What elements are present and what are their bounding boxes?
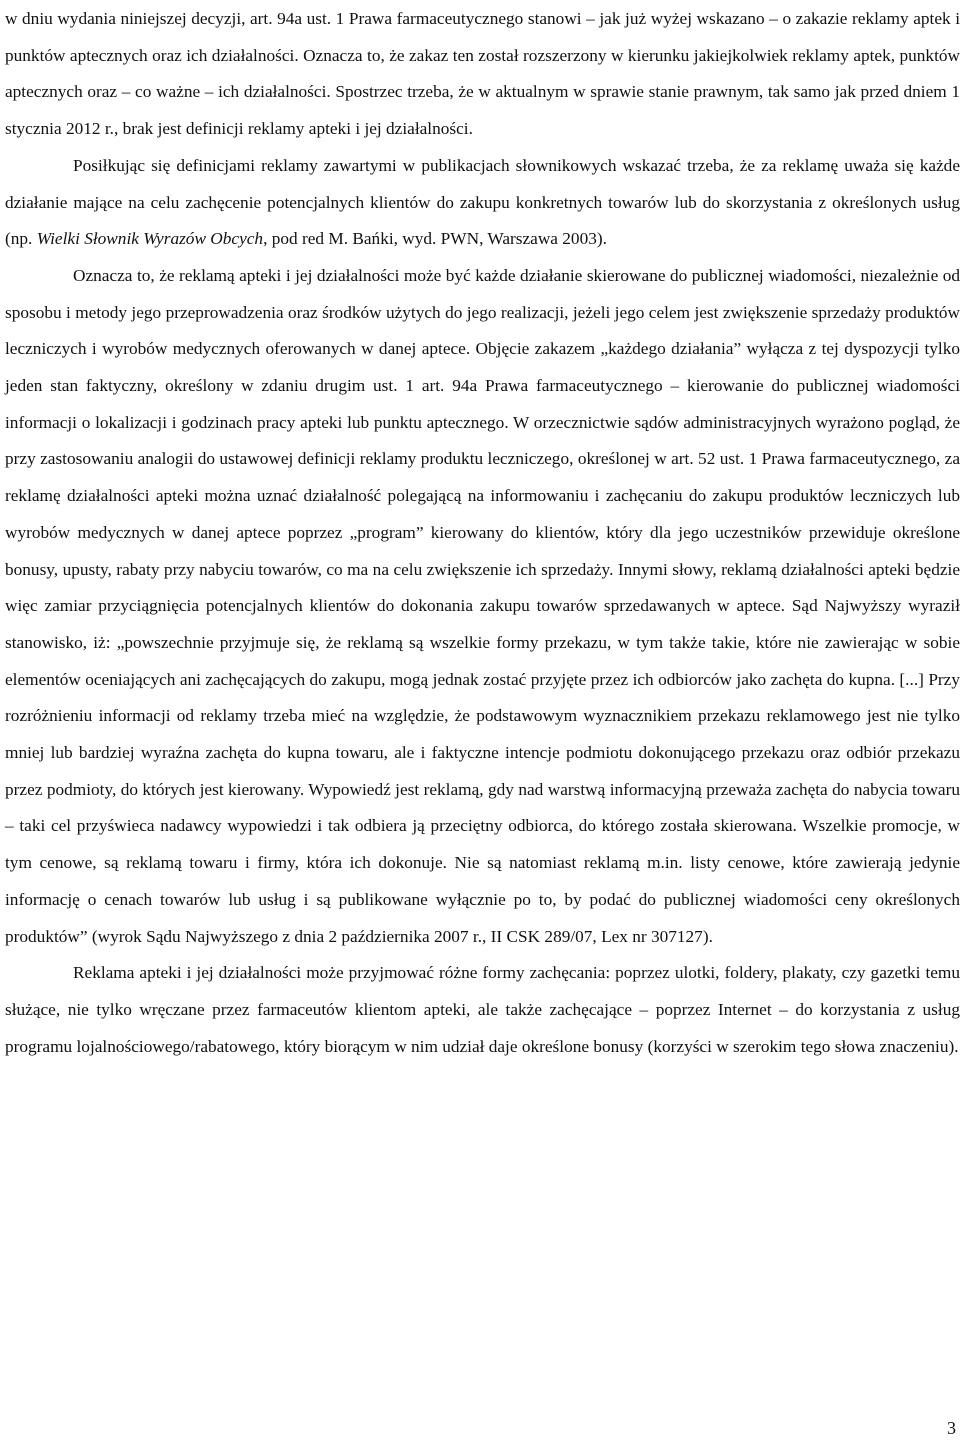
paragraph-1-text: w dniu wydania niniejszej decyzji, art. 94a ust. 1 Prawa farmaceutycznego stanowi – jak już wyżej wskazano – o zakazie reklamy aptek i punktów aptecznych oraz ich działalności. Oznacza to, że zakaz ten został rozszerzony w kierunku jakiejkolwiek reklamy aptek, punktów aptecznych oraz – co ważne – ich działalności. Spostrzec trzeba, że w aktualnym w sprawie stanie prawnym, tak samo jak przed dniem 1 stycznia 2012 r., brak jest definicji reklamy apteki i jej działalności. — [5, 9, 960, 139]
paragraph-1 — [5, 1, 960, 148]
paragraph-2 — [5, 148, 960, 258]
paragraph-4-text: Reklama apteki i jej działalności może przyjmować różne formy zachęcania: poprzez ulotki, foldery, plakaty, czy gazetki temu służące, nie tylko wręczane przez farmaceutów klientom apteki, ale także zachęcające – poprzez Internet – do korzystania z usług programu lojalnościowego/rabatowego, który biorącym w nim udział daje określone bonusy (korzyści w szerokim tego słowa znaczeniu). — [5, 963, 960, 1056]
paragraph-2-text-b: , pod red M. Bańki, wyd. PWN, Warszawa 2003). — [263, 229, 607, 249]
paragraph-3 — [5, 258, 960, 955]
paragraph-4 — [5, 955, 960, 1065]
paragraph-2-citation-title: Wielki Słownik Wyrazów Obcych — [36, 229, 264, 249]
paragraph-2-text-a: Posiłkując się definicjami reklamy zawartymi w publikacjach słownikowych wskazać trzeba, że za reklamę uważa się każde działanie mające na celu zachęcenie potencjalnych klientów do zakupu konkretnych towarów lub do skorzystania z określonych usług (np. — [5, 155, 960, 249]
page-number: 3 — [947, 1418, 956, 1438]
document-page — [5, 0, 960, 1065]
paragraph-3-text: Oznacza to, że reklamą apteki i jej działalności może być każde działanie skierowane do publicznej wiadomości, niezależnie od sposobu i metody jego przeprowadzenia oraz środków użytych do jego realizacji, jeżeli jego celem jest zwiększenie sprzedaży produktów leczniczych i wyrobów medycznych oferowanych w danej aptece. Objęcie zakazem „każdego działania” wyłącza z tej dyspozycji tylko jeden stan faktyczny, określony w zdaniu drugim ust. 1 art. 94a Prawa farmaceutycznego – kierowanie do publicznej wiadomości informacji o lokalizacji i godzinach pracy apteki lub punktu aptecznego. W orzecznictwie sądów administracyjnych wyrażono pogląd, że przy zastosowaniu analogii do ustawowej definicji reklamy produktu leczniczego, określonej w art. 52 ust. 1 Prawa farmaceutycznego, za reklamę działalności apteki można uznać działalność polegającą na informowaniu i zachęcaniu do zakupu produktów leczniczych lub wyrobów medycznych w danej aptece poprzez „program” kierowany do klientów, który dla jego uczestników przewiduje określone bonusy, upusty, rabaty przy nabyciu towarów, co ma na celu zwiększenie ich sprzedaży. Innymi słowy, reklamą działalności apteki będzie więc zamiar przyciągnięcia potencjalnych klientów do dokonania zakupu towarów sprzedawanych w aptece. Sąd Najwyższy wyraził stanowisko, iż: „powszechnie przyjmuje się, że reklamą są wszelkie formy przekazu, w tym także takie, które nie zawierając w sobie elementów oceniających ani zachęcających do zakupu, mogą jednak zostać przyjęte przez ich odbiorców jako zachęta do kupna. [...] Przy rozróżnieniu informacji od reklamy trzeba mieć na względzie, że podstawowym wyznacznikiem przekazu reklamowego jest nie tylko mniej lub bardziej wyraźna zachęta do kupna towaru, ale i faktyczne intencje podmiotu dokonującego przekazu oraz odbiór przekazu przez podmioty, do których jest kierowany. Wypowiedź jest reklamą, gdy nad warstwą informacyjną przeważa zachęta do nabycia towaru – taki cel przyświeca nadawcy wypowiedzi i tak odbiera ją przeciętny odbiorca, do którego została skierowana. Wszelkie promocje, w tym cenowe, są reklamą towaru i firmy, która ich dokonuje. Nie są natomiast reklamą m.in. listy cenowe, które zawierają jedynie informację o cenach towarów lub usług i są publikowane wyłącznie po to, by podać do publicznej wiadomości ceny określonych produktów” (wyrok Sądu Najwyższego z dnia 2 października 2007 r., II CSK 289/07, Lex nr 307127). — [5, 265, 960, 946]
